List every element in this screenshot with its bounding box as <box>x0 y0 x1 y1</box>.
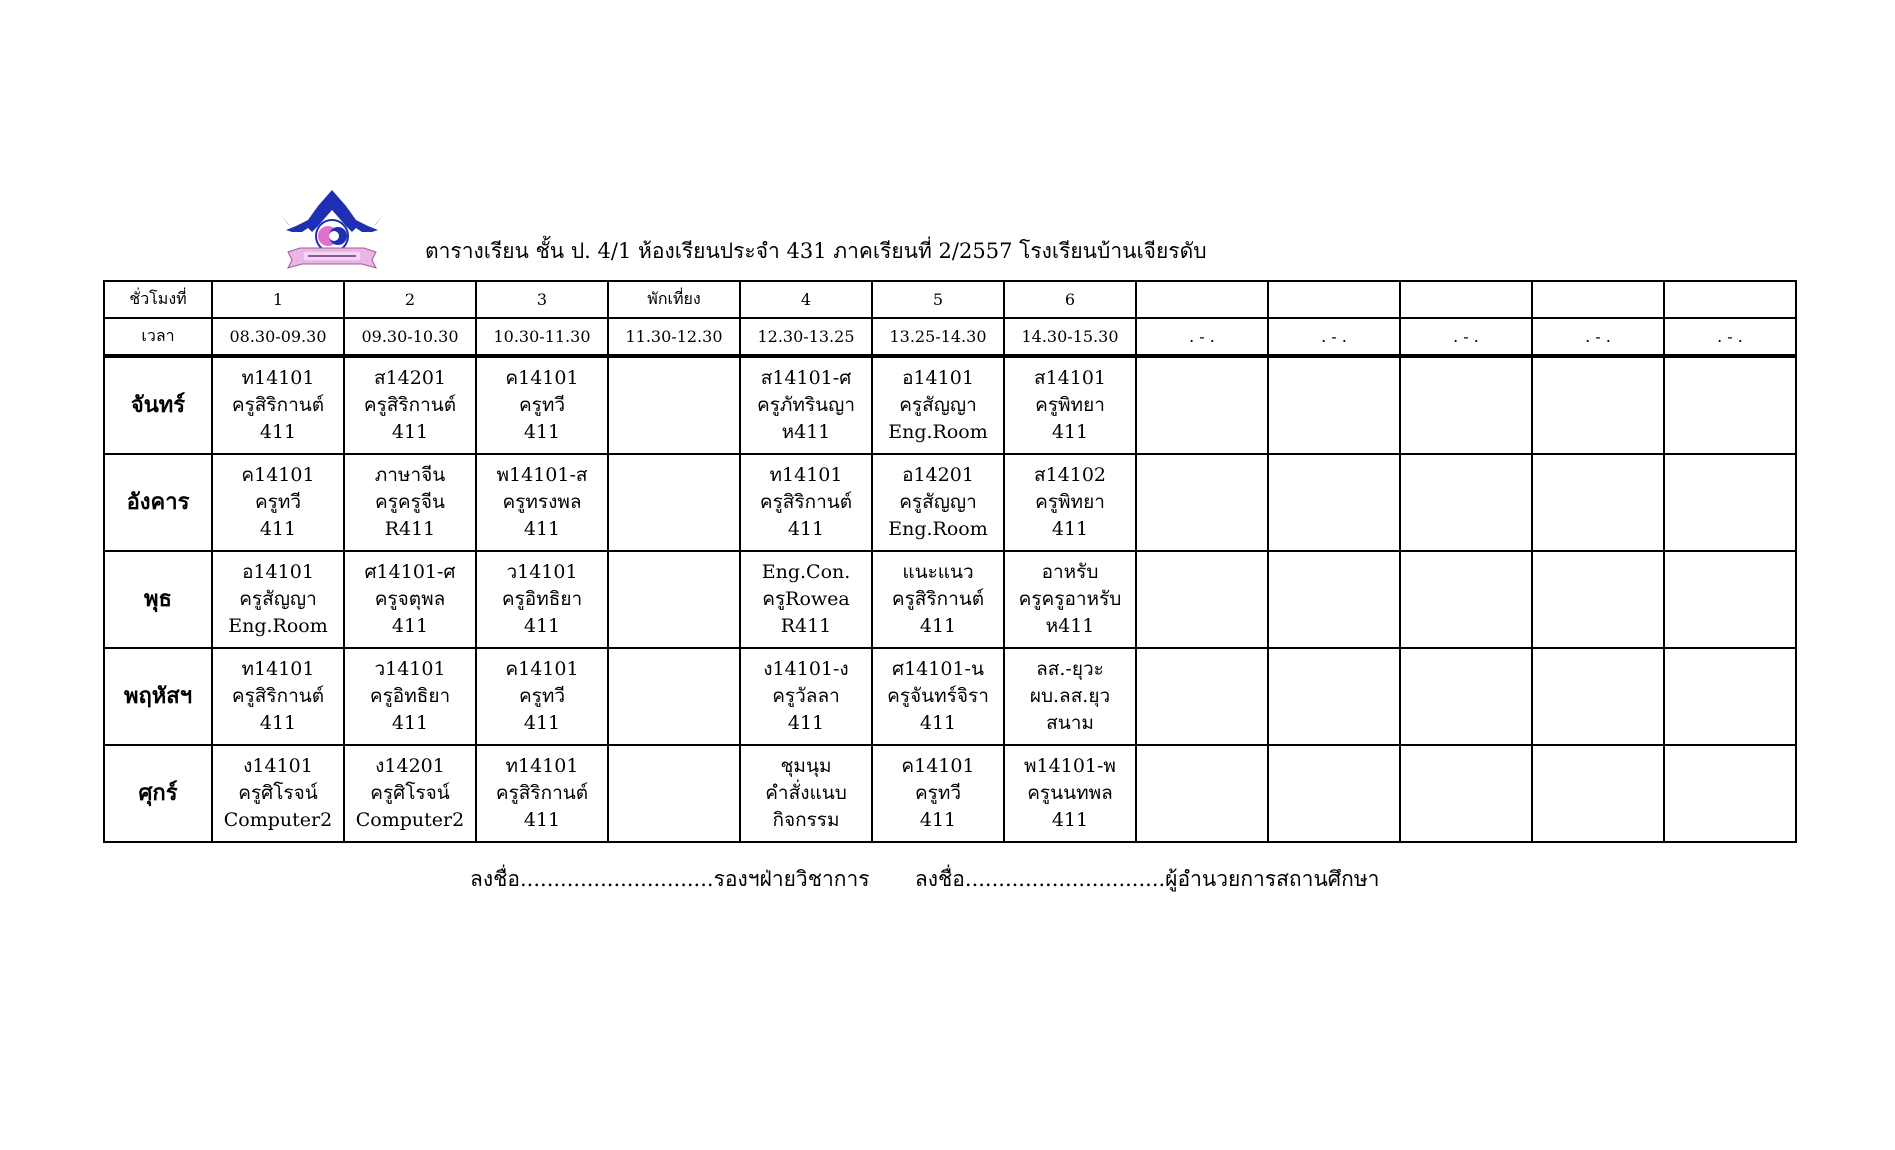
teacher-name: ครูศิโรจน์ <box>238 782 318 804</box>
room-name: Eng.Room <box>888 518 988 540</box>
day-name: พฤหัสฯ <box>104 648 212 745</box>
time-slot: 13.25-14.30 <box>872 318 1004 356</box>
teacher-name: ครูทวี <box>254 491 302 513</box>
schedule-cell <box>1136 648 1268 745</box>
time-slot: 11.30-12.30 <box>608 318 740 356</box>
teacher-name: ครูสิริกานต์ <box>231 394 325 416</box>
teacher-name: ครูครูอาหรับ <box>1018 588 1122 610</box>
schedule-cell <box>344 745 476 842</box>
time-slot: . - . <box>1268 318 1400 356</box>
time-header-row <box>104 318 1796 356</box>
schedule-cell <box>344 356 476 454</box>
schedule-cell <box>872 356 1004 454</box>
subject-code: ส14101 <box>1033 367 1107 389</box>
subject-code: ส14101-ศ <box>760 367 852 389</box>
schedule-cell <box>608 454 740 551</box>
room-name: 411 <box>259 518 297 540</box>
period-header: 6 <box>1004 281 1136 318</box>
room-name: 411 <box>391 421 429 443</box>
room-name: 411 <box>391 615 429 637</box>
schedule-cell <box>1664 551 1796 648</box>
schedule-cell <box>1268 551 1400 648</box>
teacher-name: ครูทวี <box>518 394 566 416</box>
time-slot: 10.30-11.30 <box>476 318 608 356</box>
schedule-cell <box>1400 551 1532 648</box>
schedule-cell <box>1532 648 1664 745</box>
schedule-cell <box>872 551 1004 648</box>
time-slot: 14.30-15.30 <box>1004 318 1136 356</box>
schedule-cell <box>1136 356 1268 454</box>
period-header: พักเที่ยง <box>608 281 740 318</box>
subject-code: ส14102 <box>1033 464 1107 486</box>
room-name: R411 <box>780 615 832 637</box>
schedule-cell <box>1664 356 1796 454</box>
schedule-cell <box>344 648 476 745</box>
room-name: 411 <box>1051 518 1089 540</box>
schedule-table <box>103 280 1797 843</box>
time-slot: . - . <box>1400 318 1532 356</box>
schedule-cell <box>1532 551 1664 648</box>
schedule-cell <box>476 454 608 551</box>
day-name: อังคาร <box>104 454 212 551</box>
room-name: 411 <box>259 421 297 443</box>
schedule-cell <box>344 454 476 551</box>
room-name: Eng.Room <box>888 421 988 443</box>
period-header: 1 <box>212 281 344 318</box>
room-name: 411 <box>787 518 825 540</box>
time-label: เวลา <box>104 318 212 356</box>
room-name: 411 <box>523 518 561 540</box>
schedule-cell <box>608 745 740 842</box>
schedule-cell <box>608 356 740 454</box>
period-header <box>1532 281 1664 318</box>
schedule-cell <box>1532 356 1664 454</box>
room-name: ห411 <box>781 421 831 443</box>
teacher-name: ครูนนทพล <box>1027 782 1113 804</box>
room-name: กิจกรรม <box>772 809 840 831</box>
teacher-name: ครูสัญญา <box>239 588 317 610</box>
period-header: 2 <box>344 281 476 318</box>
day-row <box>104 454 1796 551</box>
schedule-cell <box>1004 356 1136 454</box>
schedule-cell <box>1664 454 1796 551</box>
schedule-cell <box>1136 454 1268 551</box>
subject-code: ท14101 <box>241 367 315 389</box>
schedule-cell <box>476 356 608 454</box>
schedule-cell <box>740 648 872 745</box>
period-header-row <box>104 281 1796 318</box>
subject-code: Eng.Con. <box>761 561 851 583</box>
signature-director: ลงชื่อ..............................ผู้อำนวยการสถานศึกษา <box>914 867 1380 891</box>
subject-code: แนะแนว <box>902 561 974 583</box>
schedule-cell <box>1136 551 1268 648</box>
teacher-name: ครูสิริกานต์ <box>495 782 589 804</box>
subject-code: ว14101 <box>374 658 446 680</box>
schedule-cell <box>212 551 344 648</box>
schedule-cell <box>1400 648 1532 745</box>
schedule-cell <box>1664 745 1796 842</box>
schedule-cell <box>212 745 344 842</box>
room-name: 411 <box>391 712 429 734</box>
time-slot: . - . <box>1664 318 1796 356</box>
teacher-name: ครูสิริกานต์ <box>231 685 325 707</box>
room-name: 411 <box>919 712 957 734</box>
time-slot: 08.30-09.30 <box>212 318 344 356</box>
teacher-name: คำสั่งแนบ <box>765 782 847 804</box>
subject-code: ค14101 <box>241 464 315 486</box>
subject-code: พ14101-ส <box>496 464 588 486</box>
teacher-name: ครูสัญญา <box>899 394 977 416</box>
schedule-cell <box>476 648 608 745</box>
schedule-cell <box>1268 356 1400 454</box>
teacher-name: ครูพิทยา <box>1035 491 1105 513</box>
teacher-name: ผบ.ลส.ยุว <box>1029 685 1111 707</box>
subject-code: ศ14101-ศ <box>364 561 456 583</box>
room-name: 411 <box>259 712 297 734</box>
teacher-name: ครูจตุพล <box>374 588 446 610</box>
room-name: Computer2 <box>355 809 465 831</box>
room-name: 411 <box>523 809 561 831</box>
time-slot: 09.30-10.30 <box>344 318 476 356</box>
day-row <box>104 551 1796 648</box>
period-header <box>1136 281 1268 318</box>
subject-code: พ14101-พ <box>1024 755 1116 777</box>
room-name: 411 <box>1051 421 1089 443</box>
period-header: 4 <box>740 281 872 318</box>
teacher-name: ครูวัลลา <box>772 685 840 707</box>
school-logo <box>278 186 386 276</box>
period-header <box>1664 281 1796 318</box>
room-name: Computer2 <box>223 809 333 831</box>
period-header <box>1268 281 1400 318</box>
room-name: 411 <box>523 421 561 443</box>
room-name: ห411 <box>1045 615 1095 637</box>
signature-line <box>470 863 1379 896</box>
day-row <box>104 745 1796 842</box>
day-name: จันทร์ <box>104 356 212 454</box>
schedule-cell <box>1004 454 1136 551</box>
subject-code: อ14101 <box>902 367 974 389</box>
teacher-name: ครูทวี <box>518 685 566 707</box>
subject-code: ชุมนุม <box>780 755 832 777</box>
period-header <box>1400 281 1532 318</box>
day-row <box>104 648 1796 745</box>
school-emblem-icon <box>278 186 386 276</box>
teacher-name: ครูอิทธิยา <box>501 588 583 610</box>
subject-code: ส14201 <box>373 367 447 389</box>
teacher-name: ครูภัทรินญา <box>756 394 855 416</box>
subject-code: ค14101 <box>505 658 579 680</box>
schedule-cell <box>1004 648 1136 745</box>
room-name: 411 <box>919 809 957 831</box>
subject-code: ศ14101-น <box>892 658 984 680</box>
subject-code: ง14101-ง <box>763 658 849 680</box>
subject-code: ค14101 <box>901 755 975 777</box>
subject-code: ลส.-ยุวะ <box>1036 658 1104 680</box>
schedule-cell <box>1268 454 1400 551</box>
schedule-cell <box>872 648 1004 745</box>
schedule-cell <box>476 745 608 842</box>
day-row <box>104 356 1796 454</box>
room-name: 411 <box>1051 809 1089 831</box>
subject-code: ง14101 <box>243 755 313 777</box>
schedule-cell <box>212 454 344 551</box>
period-header: 5 <box>872 281 1004 318</box>
subject-code: ท14101 <box>505 755 579 777</box>
schedule-cell <box>740 551 872 648</box>
room-name: 411 <box>919 615 957 637</box>
subject-code: อาหรับ <box>1041 561 1099 583</box>
schedule-cell <box>1268 648 1400 745</box>
teacher-name: ครูครูจีน <box>375 491 445 513</box>
schedule-cell <box>1532 454 1664 551</box>
schedule-cell <box>1136 745 1268 842</box>
day-name: พุธ <box>104 551 212 648</box>
schedule-cell <box>344 551 476 648</box>
teacher-name: ครูสัญญา <box>899 491 977 513</box>
schedule-cell <box>1664 648 1796 745</box>
teacher-name: ครูทวี <box>914 782 962 804</box>
schedule-cell <box>1532 745 1664 842</box>
day-name: ศุกร์ <box>104 745 212 842</box>
time-slot: . - . <box>1532 318 1664 356</box>
room-name: 411 <box>787 712 825 734</box>
teacher-name: ครูทรงพล <box>502 491 582 513</box>
schedule-cell <box>872 454 1004 551</box>
room-name: 411 <box>523 615 561 637</box>
schedule-cell <box>872 745 1004 842</box>
schedule-cell <box>1400 356 1532 454</box>
room-name: Eng.Room <box>228 615 328 637</box>
schedule-cell <box>212 648 344 745</box>
schedule-cell <box>608 648 740 745</box>
subject-code: อ14101 <box>242 561 314 583</box>
signature-academic-deputy: ลงชื่อ.............................รองฯฝ่ายวิชาการ <box>470 867 870 891</box>
teacher-name: ครูสิริกานต์ <box>363 394 457 416</box>
period-label: ชั่วโมงที่ <box>104 281 212 318</box>
teacher-name: ครูRowea <box>762 588 850 610</box>
schedule-cell <box>1400 454 1532 551</box>
subject-code: อ14201 <box>902 464 974 486</box>
schedule-cell <box>1400 745 1532 842</box>
schedule-cell <box>740 454 872 551</box>
subject-code: ภาษาจีน <box>374 464 446 486</box>
schedule-cell <box>1004 551 1136 648</box>
time-slot: 12.30-13.25 <box>740 318 872 356</box>
teacher-name: ครูศิโรจน์ <box>370 782 450 804</box>
schedule-cell <box>1004 745 1136 842</box>
subject-code: ท14101 <box>769 464 843 486</box>
schedule-cell <box>1268 745 1400 842</box>
room-name: 411 <box>523 712 561 734</box>
schedule-cell <box>212 356 344 454</box>
teacher-name: ครูพิทยา <box>1035 394 1105 416</box>
time-slot: . - . <box>1136 318 1268 356</box>
page-title: ตารางเรียน ชั้น ป. 4/1 ห้องเรียนประจำ 431 ภาคเรียนที่ 2/2557 โรงเรียนบ้านเจียรดับ <box>425 239 1207 263</box>
subject-code: ง14201 <box>375 755 445 777</box>
subject-code: ท14101 <box>241 658 315 680</box>
teacher-name: ครูสิริกานต์ <box>759 491 853 513</box>
room-name: สนาม <box>1046 712 1094 734</box>
teacher-name: ครูอิทธิยา <box>369 685 451 707</box>
schedule-cell <box>740 745 872 842</box>
teacher-name: ครูจันทร์จิรา <box>887 685 989 707</box>
room-name: R411 <box>384 518 436 540</box>
teacher-name: ครูสิริกานต์ <box>891 588 985 610</box>
period-header: 3 <box>476 281 608 318</box>
subject-code: ว14101 <box>506 561 578 583</box>
schedule-cell <box>740 356 872 454</box>
schedule-cell <box>608 551 740 648</box>
subject-code: ค14101 <box>505 367 579 389</box>
schedule-cell <box>476 551 608 648</box>
